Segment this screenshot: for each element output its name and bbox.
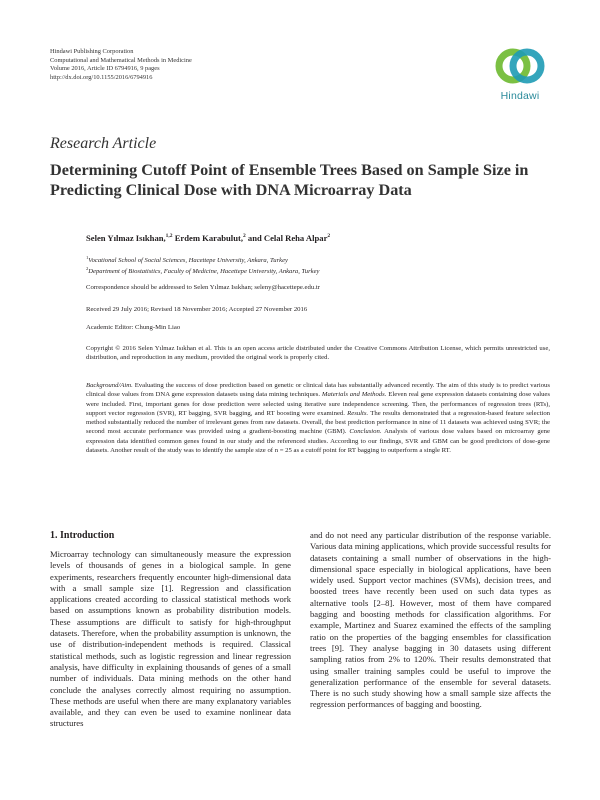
author-affiliation-mark: 1,2 — [165, 233, 173, 240]
abstract-background: Evaluating the success of dose prediction based on genetic or clinical data has substantially advanced recently. The aim of this study is to predict various clinical dose values from DNA gene expression datasets using data mining techniques. — [86, 382, 550, 399]
affiliation-mark: 1 — [86, 255, 89, 260]
abstract-conclusion: Analysis of various dose values based on microarray gene expression data identified common genes found in our study and the referenced studies. According to our findings, SVR and GBM can be good predictors of dose-gene datasets. Another result of the study was to identify the sample size of n = 25 as a cutoff point for RT bagging to outperform a single RT. — [86, 428, 550, 454]
copyright-notice: Copyright © 2016 Selen Yılmaz Isıkhan et al. This is an open access article distributed under the Creative Commons Attribution License, which permits unrestricted use, distribution, and reproduction in any medium, provided the original work is properly cited. — [86, 345, 550, 362]
abstract-conclusion-label: Conclusion. — [349, 428, 382, 436]
journal-name: Computational and Mathematical Methods in Medicine — [50, 56, 192, 64]
affiliation — [86, 266, 319, 275]
author-name: Erdem Karabulut, — [174, 233, 243, 243]
abstract-methods-label: Materials and Methods. — [321, 391, 387, 399]
article-dates: Received 29 July 2016; Revised 18 November 2016; Accepted 27 November 2016 — [86, 306, 308, 313]
body-column-left: Microarray technology can simultaneously measure the expression levels of thousands of genes in a biological sample. In gene experiments, researchers frequently encounter high-dimensional data with a small sample size [1]. Regression and classification applications created according to classical statistical methods work based on assumptions known as probability distribution models. These assumptions are difficult to satisfy for high-throughput datasets. Therefore, when the probability assumption is unknown, the use of distribution-independent methods is required. Classical statistical methods, such as logistic regression and linear regression analysis, have difficulty in explaining thousands of genes of a small number of individuals. Data mining methods on the other hand conclude the analyses correctly almost requiring no assumption. These methods are useful when there are many explanatory variables available, and they can even be used to examine nonlinear data structures — [50, 549, 291, 729]
author-list — [86, 233, 330, 243]
logo-wordmark: Hindawi — [500, 90, 540, 102]
article-type: Research Article — [50, 135, 157, 152]
journal-header — [50, 48, 192, 82]
abstract-results: The results demonstrated that a regression-based feature selection method substantially reduced the number of irrelevant genes from raw datasets. Overall, the best prediction performance in nine of 11 datasets was achieved using SVR; the second most accurate performance was provided using a gradient-boosting machine (GBM). — [86, 409, 551, 436]
body-column-right: and do not need any particular distribution of the response variable. Various data mining applications, which provide successful results for datasets containing a small number of observations in the high-dimensional space especially in biological applications, have been widely used. Support vector machines (SVMs), decision trees, and boosted trees have recently been used on such data types as alternative tools [2–8]. However, most of them have compared bagging and boosting methods for classification algorithms. For example, Martinez and Suarez examined the effects of the sampling ratio on the properties of the bagging ensembles for classification trees [9]. They analyse bagging in 30 datasets using different sampling ratios from 2% to 120%. Their results demonstrated that using smaller training samples could be useful to improve the generalization performance of the ensemble for several datasets. There is no such study showing how a small sample size affects the regression performances of bagging and boosting. — [310, 530, 551, 710]
volume-info: Volume 2016, Article ID 6794916, 9 pages — [50, 65, 160, 73]
author-affiliation-mark: 2 — [242, 233, 246, 240]
abstract-background-label: Background/Aim. — [86, 382, 133, 389]
publisher-name: Hindawi Publishing Corporation — [50, 48, 134, 55]
paper-title: Determining Cutoff Point of Ensemble Trees Based on Sample Size in Predicting Clinical Dose with DNA Microarray Data — [50, 161, 529, 199]
affiliation-text: Department of Biostatistics, Faculty of Medicine, Hacettepe University, Ankara, Turkey — [88, 268, 320, 276]
author-name: and Celal Reha Alpar — [247, 233, 328, 243]
academic-editor: Academic Editor: Chung-Min Liao — [86, 324, 181, 331]
abstract — [86, 381, 550, 455]
abstract-methods: Eleven real gene expression datasets containing dose values were included. First, important genes for dose prediction were selected using iterative sure independence screening. Then, the performances of regression trees (RTs), support vector regression (SVR), RT bagging, SVR bagging, and RT boosting were examined. — [86, 391, 550, 417]
doi-link[interactable]: http://dx.doi.org/10.1155/2016/6794916 — [50, 73, 153, 81]
correspondence: Correspondence should be addressed to Selen Yılmaz Isıkhan; seleny@hacettepe.edu.tr — [86, 284, 320, 291]
author-name: Selen Yılmaz Isıkhan, — [86, 233, 166, 243]
affiliation-mark: 2 — [86, 266, 89, 271]
author-affiliation-mark: 2 — [327, 233, 331, 240]
affiliation — [86, 255, 288, 264]
abstract-results-label: Results. — [347, 409, 369, 417]
section-heading: 1. Introduction — [50, 530, 115, 541]
hindawi-logo — [490, 44, 550, 106]
affiliation-text: Vocational School of Social Sciences, Hacettepe University, Ankara, Turkey — [88, 257, 288, 265]
hindawi-logo-icon — [490, 44, 550, 90]
